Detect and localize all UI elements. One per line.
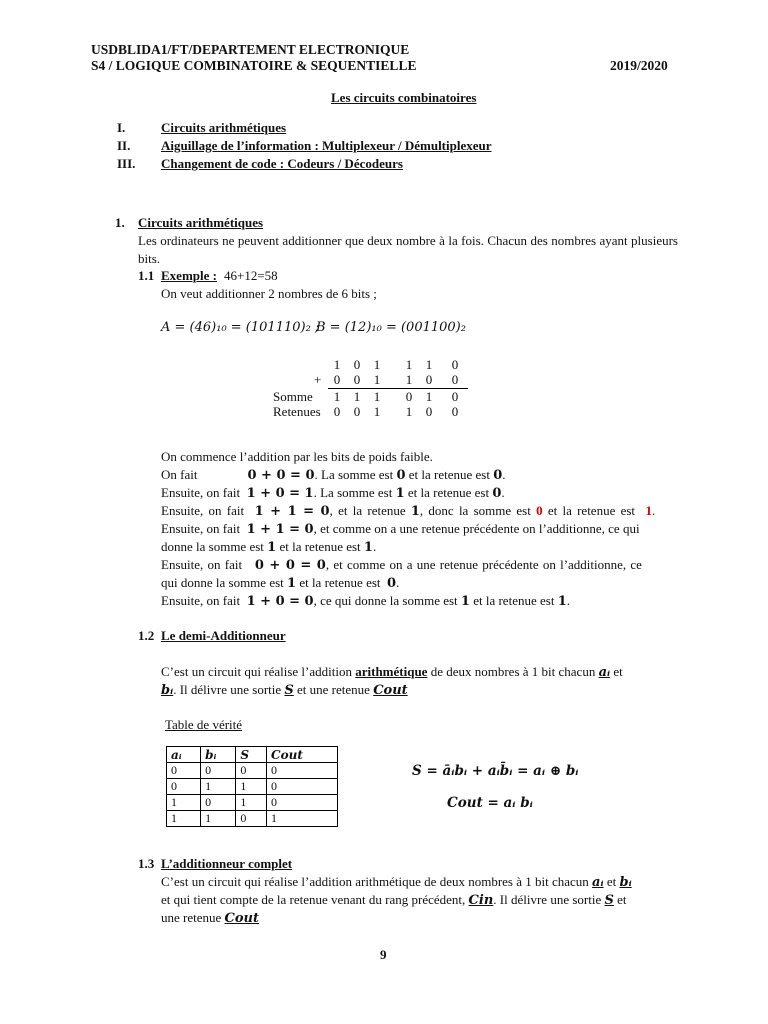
digit: 1 [405, 372, 413, 387]
text: et la retenue est [299, 575, 381, 590]
plus-sign: + [314, 372, 322, 387]
math: 1 + 0 = 1 [246, 486, 314, 501]
digit: 1 [373, 404, 381, 419]
sub13-line1 [161, 874, 632, 890]
text: Ensuite, on fait [161, 557, 243, 572]
expl-line-4 [161, 521, 640, 537]
sub13-line2 [161, 892, 627, 908]
digit: 0 [353, 357, 361, 372]
math: 1 [410, 504, 420, 519]
text: et [613, 664, 623, 679]
section1-num: 1. [115, 215, 125, 230]
text: une retenue [161, 910, 222, 925]
retenues-label: Retenues [273, 404, 321, 419]
sub13-line3 [161, 910, 259, 926]
table-header-row [167, 747, 338, 763]
text: Ensuite, on fait [161, 593, 241, 608]
page-number: 9 [380, 947, 387, 962]
text: et la retenue est [408, 467, 490, 482]
math: 1 [267, 540, 277, 555]
text: et une retenue [297, 682, 370, 697]
text: et la retenue est [473, 593, 555, 608]
math: 1 + 0 = 0 [246, 594, 314, 609]
sub12-line1 [161, 664, 623, 680]
var-bi: bᵢ [619, 875, 632, 890]
math: 0 [493, 468, 503, 483]
formula-b: B = (12)₁₀ = (001100)₂ [316, 320, 466, 335]
text: et la retenue est [547, 503, 636, 518]
somme-label: Somme [273, 389, 313, 404]
text: de deux nombres à 1 bit chacun [430, 664, 596, 679]
digit: 0 [451, 357, 459, 372]
digit: 1 [405, 404, 413, 419]
digit: 0 [451, 404, 459, 419]
digit: 0 [333, 372, 341, 387]
cell: 0 [201, 763, 236, 779]
sub11-text: On veut additionner 2 nombres de 6 bits ; [161, 286, 377, 301]
cell: 0 [167, 763, 201, 779]
col-bi: bᵢ [201, 747, 236, 763]
text: . La somme est [313, 485, 393, 500]
truth-table-caption: Table de vérité [165, 717, 243, 732]
highlight-zero: 0 [536, 503, 543, 518]
text: , ce qui donne la somme est [313, 593, 458, 608]
header-line1: USDBLIDA1/FT/DEPARTEMENT ELECTRONIQUE [91, 42, 410, 57]
cell: 1 [236, 779, 267, 795]
expl-line-6 [161, 557, 642, 573]
text: qui donne la somme est [161, 575, 284, 590]
digit: 1 [333, 357, 341, 372]
math: 0 [492, 486, 502, 501]
digit: 1 [425, 357, 433, 372]
sub12-title: Le demi-Additionneur [161, 628, 286, 643]
toc-num-2: II. [117, 138, 131, 153]
digit: 1 [373, 372, 381, 387]
text: . [566, 593, 570, 608]
math: 1 [557, 594, 567, 609]
text: Ensuite, on fait [161, 485, 241, 500]
expl-line-1 [161, 467, 506, 483]
toc-item-2: Aiguillage de l’information : Multiplexeur / Démultiplexeur [161, 138, 492, 153]
col-ai: aᵢ [167, 747, 201, 763]
text: et [606, 874, 617, 889]
page-title: Les circuits combinatoires [331, 90, 477, 105]
math: 0 + 0 = 0 [254, 558, 326, 573]
digit: 0 [425, 372, 433, 387]
text: . [372, 539, 377, 554]
var-ai: aᵢ [598, 665, 611, 680]
digit: 0 [425, 404, 433, 419]
cell: 0 [267, 763, 338, 779]
emphasis: arithmétique [355, 664, 428, 679]
toc-num-3: III. [117, 156, 136, 171]
sub11-title: Exemple : [161, 268, 217, 283]
math: 1 [460, 594, 470, 609]
text: Ensuite, on fait [161, 521, 241, 536]
digit: 1 [353, 389, 361, 404]
section1-title: Circuits arithmétiques [138, 215, 264, 230]
text: et qui tient compte de la retenue venant du rang précédent, [161, 892, 466, 907]
cell: 0 [267, 795, 338, 811]
var-cout: Cout [373, 683, 408, 698]
digit: 0 [353, 404, 361, 419]
expl-line-3 [161, 503, 655, 519]
math: 0 + 0 = 0 [247, 468, 315, 483]
digit: 0 [451, 389, 459, 404]
digit: 1 [405, 357, 413, 372]
text: Ensuite, on fait [161, 503, 245, 518]
text: donne la somme est [161, 539, 264, 554]
digit: 0 [333, 404, 341, 419]
text: Il délivre une sortie [179, 682, 282, 697]
section1-intro: Les ordinateurs ne peuvent additionner que deux nombre à la fois. Chacun des nombres ayant plusieurs bits. [138, 233, 678, 266]
math: 0 [387, 576, 397, 591]
cell: 0 [236, 763, 267, 779]
sub13-num: 1.3 [138, 856, 155, 871]
text: , et la retenue [329, 503, 406, 518]
digit: 0 [405, 389, 413, 404]
table-row [167, 779, 338, 795]
text: C’est un circuit qui réalise l’addition [161, 664, 352, 679]
expl-line-0: On commence l’addition par les bits de poids faible. [161, 449, 433, 464]
cell: 1 [201, 811, 236, 827]
cell: 0 [236, 811, 267, 827]
header-year: 2019/2020 [610, 58, 668, 73]
math: 1 [287, 576, 297, 591]
sub11-num: 1.1 [138, 268, 155, 283]
cell: 1 [201, 779, 236, 795]
sub12-line2: bᵢ. Il délivre une sortie S et une retenue Cout [161, 682, 408, 698]
text: . La somme est [314, 467, 394, 482]
var-cin: Cin [468, 893, 494, 908]
cell: 0 [167, 779, 201, 795]
sub11-expr: 46+12=58 [224, 268, 278, 283]
expl-line-5 [161, 539, 376, 555]
col-s: S [236, 747, 267, 763]
expl-line-8 [161, 593, 570, 609]
formula-a: A = (46)₁₀ = (101110)₂ ; [161, 320, 320, 335]
var-bi: bᵢ [161, 683, 174, 698]
var-s: S [604, 893, 614, 908]
header-line2: S4 / LOGIQUE COMBINATOIRE & SEQUENTIELLE [91, 58, 417, 73]
addition-rule [328, 388, 468, 389]
table-row [167, 763, 338, 779]
var-ai: aᵢ [592, 875, 604, 890]
cell: 1 [167, 811, 201, 827]
text: . [652, 503, 656, 518]
math: 1 [395, 486, 405, 501]
math: 0 [396, 468, 406, 483]
highlight-one: 1 [645, 503, 653, 518]
col-cout: Cout [267, 747, 338, 763]
text: . [502, 467, 506, 482]
digit: 1 [333, 389, 341, 404]
text: . Il délivre une sortie [493, 892, 602, 907]
equation-sum: S = āᵢbᵢ + aᵢb̄ᵢ = aᵢ ⊕ bᵢ [412, 763, 579, 779]
cell: 0 [267, 779, 338, 795]
text: C’est un circuit qui réalise l’addition arithmétique de deux nombres à 1 bit chacun [161, 874, 589, 889]
var-s: S [284, 683, 294, 698]
table-row [167, 795, 338, 811]
text: On fait [161, 467, 198, 482]
text: , donc la somme est [419, 503, 531, 518]
digit: 0 [451, 372, 459, 387]
equation-carry: Cout = aᵢ bᵢ [447, 795, 533, 811]
sub13-title: L’additionneur complet [161, 856, 293, 871]
text: et la retenue est [279, 539, 361, 554]
sub12-num: 1.2 [138, 628, 155, 643]
digit: 1 [373, 389, 381, 404]
cell: 1 [267, 811, 338, 827]
text: et [617, 892, 627, 907]
toc-num-1: I. [117, 120, 126, 135]
toc-item-1: Circuits arithmétiques [161, 120, 287, 135]
digit: 1 [373, 357, 381, 372]
text: , et comme on a une retenue précédente on l’additionne, ce [325, 557, 642, 572]
math: 1 [363, 540, 373, 555]
cell: 1 [236, 795, 267, 811]
text: et la retenue est [407, 485, 490, 500]
text: , et comme on a une retenue précédente on l’additionne, ce qui [313, 521, 640, 536]
truth-table [166, 746, 338, 827]
math: 1 + 1 = 0 [246, 522, 314, 537]
table-row [167, 811, 338, 827]
toc-item-3: Changement de code : Codeurs / Décodeurs [161, 156, 403, 171]
text: . [501, 485, 505, 500]
expl-line-7 [161, 575, 399, 591]
var-cout: Cout [224, 911, 260, 926]
cell: 1 [167, 795, 201, 811]
expl-line-2 [161, 485, 505, 501]
text: . [396, 575, 400, 590]
cell: 0 [201, 795, 236, 811]
math: 1 + 1 = 0 [254, 504, 330, 519]
digit: 1 [425, 389, 433, 404]
digit: 0 [353, 372, 361, 387]
